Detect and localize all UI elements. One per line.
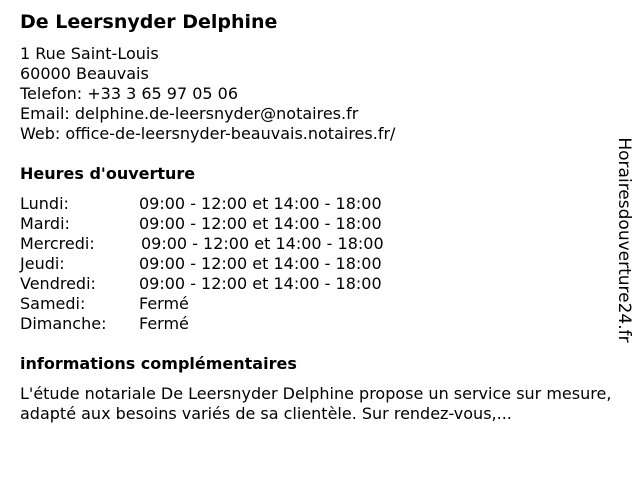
day-hours: 09:00 - 12:00 et 14:00 - 18:00 <box>139 274 382 293</box>
day-hours: 09:00 - 12:00 et 14:00 - 18:00 <box>139 254 382 273</box>
day-label: Lundi: <box>20 194 69 213</box>
day-label: Samedi: <box>20 294 86 313</box>
site-watermark: Horairesdouverture24.fr <box>614 137 634 343</box>
web-line: Web: office-de-leersnyder-beauvais.notaires.fr/ <box>20 124 396 143</box>
day-hours: Fermé <box>139 314 189 333</box>
business-name: De Leersnyder Delphine <box>20 11 278 33</box>
info-description: L'étude notariale De Leersnyder Delphine propose un service sur mesure, adapté aux besoins variés de sa clientèle. Sur rendez-vous,... <box>20 384 612 423</box>
day-label: Mercredi: <box>20 234 95 253</box>
day-label: Mardi: <box>20 214 70 233</box>
hours-heading: Heures d'ouverture <box>20 164 196 183</box>
day-hours: 09:00 - 12:00 et 14:00 - 18:00 <box>139 214 382 233</box>
day-hours: Fermé <box>139 294 189 313</box>
day-label: Vendredi: <box>20 274 96 293</box>
address-city: 60000 Beauvais <box>20 64 149 83</box>
day-hours: 09:00 - 12:00 et 14:00 - 18:00 <box>141 234 384 253</box>
day-hours: 09:00 - 12:00 et 14:00 - 18:00 <box>139 194 382 213</box>
day-label: Dimanche: <box>20 314 107 333</box>
address-street: 1 Rue Saint-Louis <box>20 44 159 63</box>
phone-line: Telefon: +33 3 65 97 05 06 <box>20 84 239 103</box>
day-label: Jeudi: <box>20 254 65 273</box>
info-heading: informations complémentaires <box>20 354 297 373</box>
contact-block <box>20 44 395 144</box>
email-line: Email: delphine.de-leersnyder@notaires.fr <box>20 104 359 123</box>
